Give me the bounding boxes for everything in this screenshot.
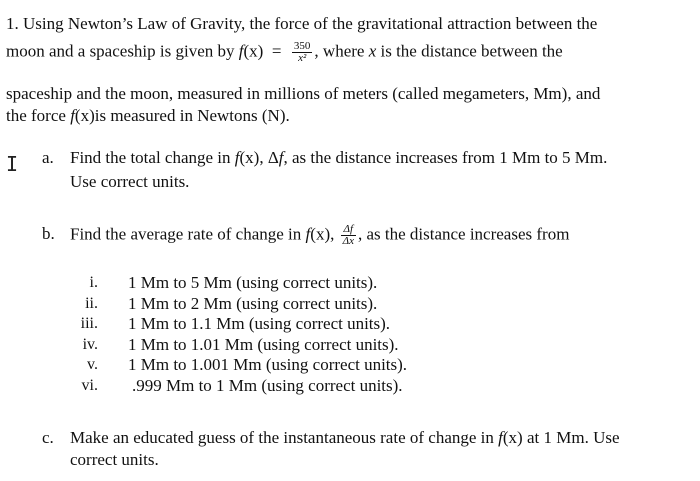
part-a-line-2: Use correct units. — [70, 172, 190, 191]
intro-text: the force — [6, 106, 66, 125]
part-b-text: Find the average rate of change in — [70, 224, 302, 244]
intro-text: is the distance between the — [380, 41, 563, 61]
subitem-number: v. — [87, 356, 98, 373]
function-arg: (x) — [74, 106, 95, 125]
force-fraction — [292, 41, 313, 64]
part-c-text: (x) at 1 Mm. Use — [502, 428, 620, 447]
subitem-text: 1 Mm to 5 Mm (using correct units). — [128, 273, 378, 292]
function-symbol: f — [70, 106, 75, 125]
intro-text: Using Newton’s Law of Gravity, the force of the gravitational attraction between the — [23, 14, 598, 33]
part-a-text: Find the total change in — [70, 148, 231, 167]
function-symbol: f — [238, 41, 244, 61]
intro-text: spaceship and the moon, measured in millions of meters (called megameters, Mm), and — [6, 84, 601, 103]
part-b-text: , as the distance increases from — [357, 224, 570, 244]
intro-text: , where — [314, 41, 365, 61]
fraction-numerator: 350 — [293, 40, 311, 52]
part-c-label: c. — [42, 428, 54, 447]
subitem-number: i. — [89, 274, 98, 291]
subitem-text: 1 Mm to 1.001 Mm (using correct units). — [128, 355, 408, 374]
intro-text: is measured in Newtons (N). — [94, 106, 290, 125]
intro-text: moon and a spaceship is given by — [6, 41, 235, 61]
problem-number: 1. — [6, 14, 19, 33]
fraction-denominator: x² — [298, 52, 307, 64]
function-symbol: f — [234, 148, 240, 167]
part-c-text: Make an educated guess of the instantaneous rate of change in — [70, 428, 494, 447]
part-c-line-1 — [70, 428, 620, 448]
subitem-number: iv. — [82, 335, 98, 353]
problem-intro-line-1 — [6, 14, 597, 34]
variable-x: x — [368, 41, 377, 61]
subitem-text: 1 Mm to 1.1 Mm (using correct units). — [128, 314, 391, 333]
function-arg: (x) — [243, 41, 264, 61]
subitem-number: iii. — [80, 315, 98, 332]
fraction-denominator: Δx — [342, 235, 354, 247]
equals-sign: = — [271, 41, 282, 61]
part-a-text: (x), Δ — [239, 148, 279, 167]
part-a-line-1 — [70, 148, 607, 168]
part-c-line-2: correct units. — [70, 450, 159, 469]
problem-intro-line-3 — [6, 84, 600, 104]
part-b-line-1 — [70, 224, 569, 247]
average-rate-fraction — [341, 224, 356, 247]
subitem-text: 1 Mm to 1.01 Mm (using correct units). — [128, 334, 399, 354]
subitem-text: 1 Mm to 2 Mm (using correct units). — [128, 293, 378, 313]
function-symbol: f — [278, 148, 284, 167]
function-symbol: f — [498, 428, 503, 447]
part-b-label: b. — [42, 224, 55, 243]
subitem-number: vi. — [81, 376, 98, 394]
part-a-text: , as the distance increases from 1 Mm to 5 Mm. — [283, 148, 608, 167]
problem-intro-line-4 — [6, 106, 290, 126]
part-b-text: (x), — [310, 224, 335, 244]
problem-intro-line-2 — [6, 41, 563, 64]
subitem-text: .999 Mm to 1 Mm (using correct units). — [132, 375, 403, 395]
subitem-number: ii. — [85, 294, 98, 312]
fraction-numerator: Δf — [341, 224, 356, 236]
part-a-label: a. — [42, 148, 54, 167]
text-cursor-icon: I — [6, 152, 19, 176]
function-symbol: f — [305, 224, 311, 244]
